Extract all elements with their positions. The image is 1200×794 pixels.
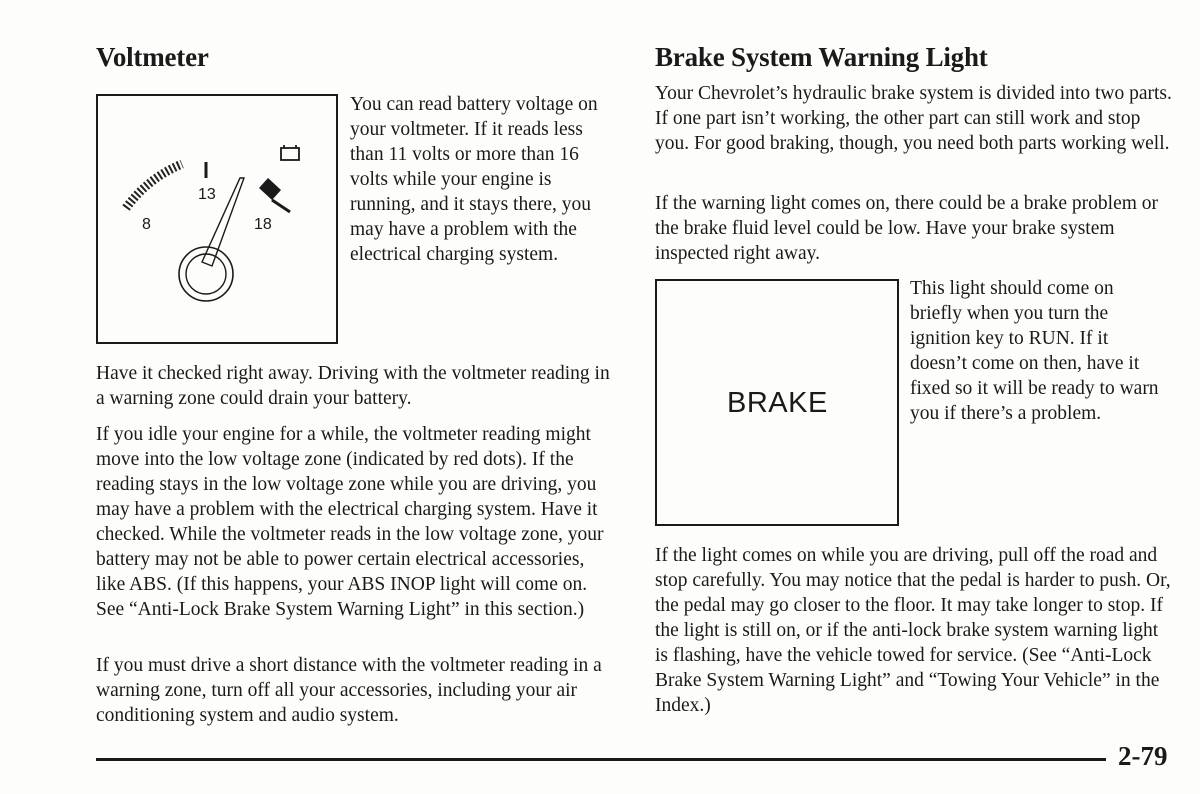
- brake-para-3: If the light comes on while you are driving, pull off the road and stop carefully. You may notice that the pedal is harder to push. Or, the pedal may go closer to the floor. It may take longer to stop. If the light is still on, or if the anti-lock brake system warning light is flashing, have the vehicle towed for service. (See “Anti-Lock Brake System Warning Light” and “Towing Your Vehicle” in the Index.): [655, 545, 1171, 716]
- brake-para-1: Your Chevrolet’s hydraulic brake system is divided into two parts. If one part isn’t working, the other part can still work and stop you. For good braking, though, you need both parts working well.: [655, 83, 1172, 154]
- brake-side-text: This light should come on briefly when you turn the ignition key to RUN. If it doesn’t come on then, have it fixed so it will be ready to warn you if there’s a problem.: [910, 278, 1159, 424]
- footer-rule: [96, 758, 1106, 761]
- voltmeter-gauge-icon: [98, 96, 336, 342]
- brake-warning-label: BRAKE: [727, 387, 828, 419]
- gauge-label-18: 18: [254, 216, 272, 233]
- low-voltage-zone-dots: [126, 164, 182, 208]
- voltmeter-intro: You can read battery voltage on your voltmeter. If it reads less than 11 volts or more than 16 volts while your engine is running, and it stays there, you may have a problem with the electrical charging system.: [350, 94, 598, 265]
- page-number: 2-79: [1118, 741, 1168, 771]
- gauge-label-8: 8: [142, 216, 151, 233]
- voltmeter-heading: Voltmeter: [96, 42, 209, 72]
- gauge-label-13: 13: [198, 186, 216, 203]
- voltmeter-para-1: Have it checked right away. Driving with the voltmeter reading in a warning zone could drain your battery.: [96, 363, 610, 409]
- voltmeter-para-3: If you must drive a short distance with the voltmeter reading in a warning zone, turn off all your accessories, including your air conditioning system and audio system.: [96, 655, 602, 726]
- brake-light-figure: [655, 279, 899, 526]
- battery-icon: [281, 145, 299, 160]
- voltmeter-para-2: If you idle your engine for a while, the voltmeter reading might move into the low voltage zone (indicated by red dots). If the reading stays in the low voltage zone while you are driving, you may have a problem with the electrical charging system. Have it checked. While the voltmeter reads in the low voltage zone, your battery may not be able to power certain electrical accessories, like ABS. (If this happens, your ABS INOP light will come on. See “Anti-Lock Brake System Warning Light” in this section.): [96, 424, 604, 620]
- brake-para-2: If the warning light comes on, there could be a brake problem or the brake fluid level could be low. Have your brake system inspected right away.: [655, 193, 1159, 264]
- brake-heading: Brake System Warning Light: [655, 42, 988, 72]
- voltmeter-figure: [96, 94, 338, 344]
